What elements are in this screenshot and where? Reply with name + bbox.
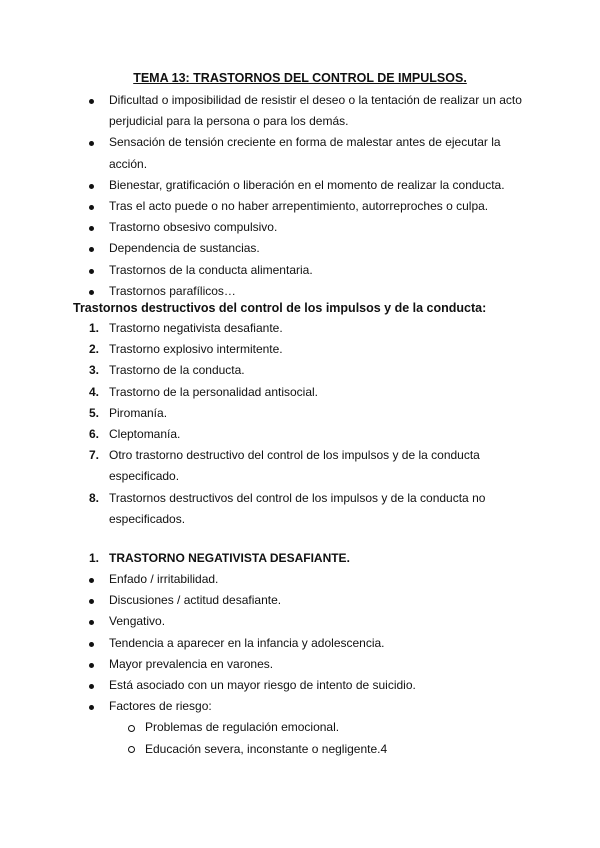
list-item: [0, 260, 600, 281]
list-item: [0, 611, 600, 632]
list-item: [0, 424, 600, 445]
ned-bullet-list: [0, 569, 600, 760]
list-item-text: Trastorno obsesivo compulsivo.: [109, 220, 278, 235]
list-item-text: Mayor prevalencia en varones.: [109, 656, 274, 671]
item-number: 1.: [89, 321, 100, 335]
list-item-text: Trastornos de la conducta alimentaria.: [109, 262, 313, 277]
list-item-text: Bienestar, gratificación o liberación en el momento de realizar la conducta.: [109, 177, 505, 192]
list-item-text: Vengativo.: [109, 614, 166, 629]
sub-list-item-text: Problemas de regulación emocional.: [145, 720, 340, 735]
hollow-bullet-icon: [128, 725, 135, 732]
bullet-icon: [89, 205, 94, 210]
bullet-icon: [89, 620, 94, 625]
bullet-icon: [89, 269, 94, 274]
list-item: [0, 90, 600, 132]
list-item: [0, 696, 600, 717]
list-item: [0, 590, 600, 611]
item-number: 3.: [89, 363, 100, 378]
bullet-icon: [89, 705, 94, 710]
list-item: [0, 360, 600, 381]
list-item-text: Dependencia de sustancias.: [109, 241, 260, 256]
subsection-heading: [0, 548, 600, 569]
section-heading: Trastornos destructivos del control de los impulsos y de la conducta:: [73, 301, 487, 315]
sub-list-item: [0, 739, 600, 760]
page-title: TEMA 13: TRASTORNOS DEL CONTROL DE IMPULSOS.: [133, 71, 467, 85]
list-item-text: Trastorno explosivo intermitente.: [109, 342, 283, 357]
item-number: 7.: [89, 448, 100, 463]
bullet-icon: [89, 99, 94, 104]
list-item-text: Dificultad o imposibilidad de resistir el deseo o la tentación de realizar un acto perjudicial para la persona o para los demás.: [109, 93, 522, 129]
bullet-icon: [89, 247, 94, 252]
list-item-text: Piromanía.: [109, 405, 168, 420]
list-item: [0, 488, 600, 530]
list-item: [0, 654, 600, 675]
bullet-icon: [89, 226, 94, 231]
intro-bullet-list: [0, 90, 600, 302]
list-item-text: Tras el acto puede o no haber arrepentimiento, autorreproches o culpa.: [109, 199, 489, 214]
list-item-text: Trastorno negativista desafiante.: [109, 321, 283, 335]
list-item-text: Enfado / irritabilidad.: [109, 572, 219, 586]
list-item: [0, 132, 600, 174]
list-item: [0, 633, 600, 654]
list-item-text: Trastorno de la conducta.: [109, 363, 245, 378]
list-item-text: Trastornos parafílicos…: [109, 283, 236, 298]
bullet-icon: [89, 599, 94, 604]
list-item-text: Trastorno de la personalidad antisocial.: [109, 384, 319, 399]
item-number: 2.: [89, 342, 100, 357]
item-number: 5.: [89, 405, 100, 420]
list-item: [0, 281, 600, 302]
list-item: [0, 403, 600, 424]
item-number: 8.: [89, 490, 100, 505]
list-item-text: Tendencia a aparecer en la infancia y adolescencia.: [109, 635, 385, 650]
bullet-icon: [89, 141, 94, 146]
list-item: [0, 238, 600, 259]
list-item-text: Sensación de tensión creciente en forma de malestar antes de ejecutar la acción.: [109, 135, 501, 171]
item-number: 6.: [89, 427, 100, 442]
bullet-icon: [89, 290, 94, 295]
list-item-text: Trastornos destructivos del control de los impulsos y de la conducta no especificados.: [109, 490, 486, 526]
bullet-icon: [89, 184, 94, 189]
list-item-text: Factores de riesgo:: [109, 699, 212, 714]
list-item-text: Cleptomanía.: [109, 427, 181, 442]
list-item-text: Discusiones / actitud desafiante.: [109, 593, 282, 608]
list-item: [0, 339, 600, 360]
sub-list-item: [0, 717, 600, 738]
list-item: [0, 196, 600, 217]
list-item: [0, 675, 600, 696]
list-item-text: Está asociado con un mayor riesgo de intento de suicidio.: [109, 678, 416, 693]
subsection-heading-row: [0, 548, 600, 569]
bullet-icon: [89, 578, 94, 583]
list-item: [0, 175, 600, 196]
list-item: [0, 569, 600, 590]
disorders-numbered-list: [0, 318, 600, 530]
sub-list-item-text: Educación severa, inconstante o negligente.4: [145, 741, 388, 756]
bullet-icon: [89, 684, 94, 689]
list-item: [0, 382, 600, 403]
bullet-icon: [89, 663, 94, 668]
list-item-text: Otro trastorno destructivo del control de los impulsos y de la conducta especificado.: [109, 448, 480, 484]
list-item: [0, 445, 600, 487]
bullet-icon: [89, 642, 94, 647]
subsection-title: TRASTORNO NEGATIVISTA DESAFIANTE.: [109, 551, 350, 565]
item-number: 4.: [89, 384, 100, 399]
list-item: [0, 318, 600, 339]
list-item: [0, 217, 600, 238]
subsection-number: 1.: [89, 551, 100, 565]
hollow-bullet-icon: [128, 746, 135, 753]
